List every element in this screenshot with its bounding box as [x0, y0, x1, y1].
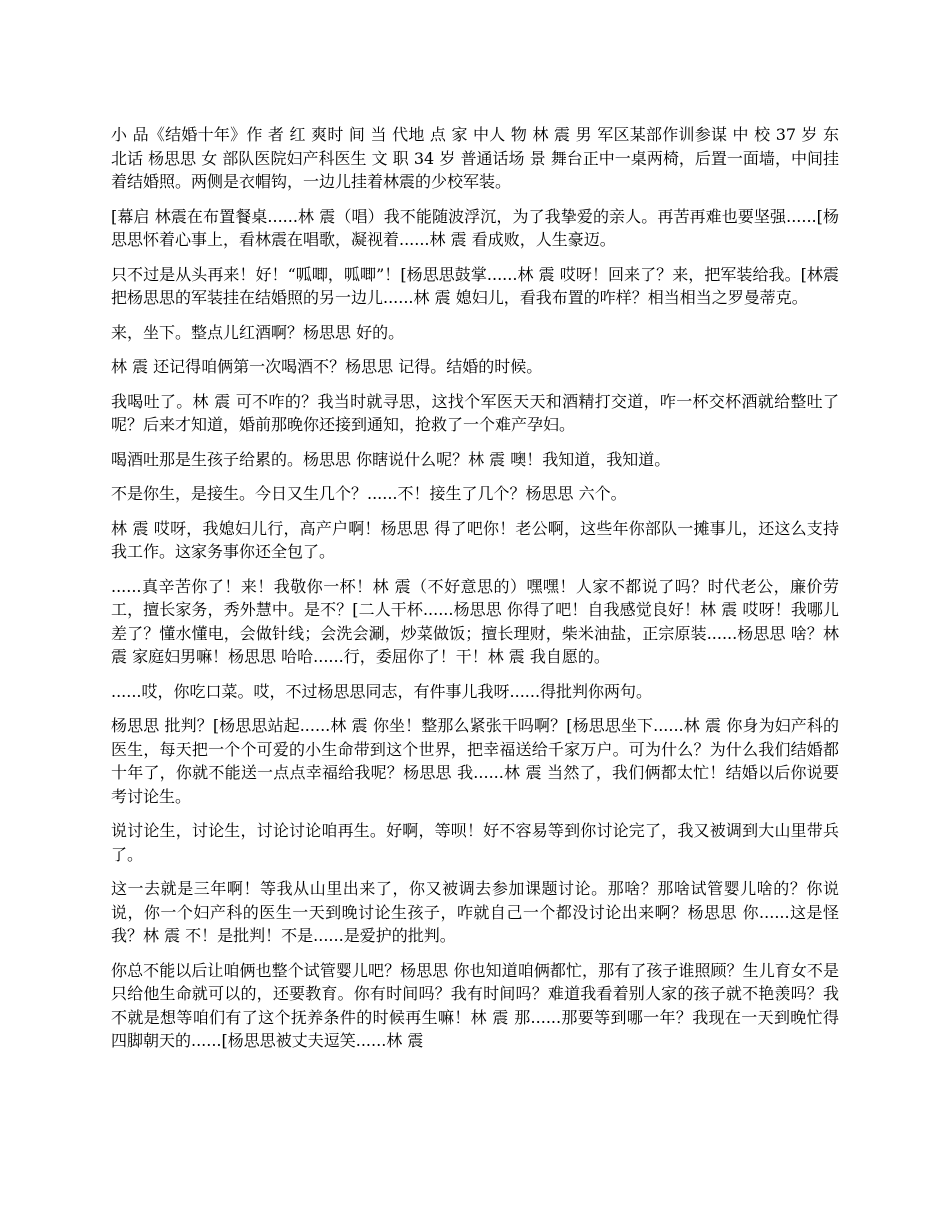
paragraph: 只不过是从头再来！好！“呱唧，呱唧”！[杨思思鼓掌......林 震 哎呀！回来了？来，把军装给我。[林震把杨思思的军装挂在结婚照的另一边儿......林 震 媳妇儿，看我布置的咋样？相当相当之罗曼蒂克。 — [111, 264, 839, 307]
paragraph: 小 品《结婚十年》作 者 红 爽时 间 当 代地 点 家 中人 物 林 震 男 军区某部作训参谋 中 校 37 岁 东北话 杨思思 女 部队医院妇产科医生 文 职 34 岁 普通话场 景 舞台正中一桌两椅，后置一面墙，中间挂着结婚照。两侧是衣帽钩，一边儿挂着林震的少校军装。 — [111, 125, 839, 191]
paragraph: 杨思思 批判？[杨思思站起......林 震 你坐！整那么紧张干吗啊？[杨思思坐下......林 震 你身为妇产科的医生，每天把一个个可爱的小生命带到这个世界，把幸福送给千家万户。可为什么？为什么我们结婚都十年了，你就不能送一点点幸福给我呢？杨思思 我......林 震 当然了，我们俩都太忙！结婚以后你说要考讨论生。 — [111, 716, 839, 806]
paragraph: 这一去就是三年啊！等我从山里出来了，你又被调去参加课题讨论。那啥？那啥试管婴儿啥的？你说说，你一个妇产科的医生一天到晚讨论生孩子，咋就自己一个都没讨论出来啊？杨思思 你......这是怪我？林 震 不！是批判！不是......是爱护的批判。 — [111, 879, 839, 945]
document-page — [111, 123, 839, 1064]
paragraph: 喝酒吐那是生孩子给累的。杨思思 你瞎说什么呢？林 震 噢！我知道，我知道。 — [111, 449, 671, 469]
paragraph: 我喝吐了。林 震 可不咋的？我当时就寻思，这找个军医天天和酒精打交道，咋一杯交杯酒就给整吐了呢？后来才知道，婚前那晚你还接到通知，抢救了一个难产孕妇。 — [111, 391, 839, 434]
paragraph: [幕启 林震在布置餐桌......林 震（唱）我不能随波浮沉，为了我挚爱的亲人。再苦再难也要坚强......[杨思思怀着心事上，看林震在唱歌，凝视着......林 震 看成败，人生豪迈。 — [111, 206, 839, 249]
paragraph: 说讨论生，讨论生，讨论讨论咱再生。好啊，等呗！好不容易等到你讨论完了，我又被调到大山里带兵了。 — [111, 821, 839, 864]
paragraph: 林 震 哎呀，我媳妇儿行，高产户啊！杨思思 得了吧你！老公啊，这些年你部队一摊事儿，还这么支持我工作。这家务事你还全包了。 — [111, 518, 839, 561]
paragraph: 来，坐下。整点儿红酒啊？杨思思 好的。 — [111, 322, 405, 342]
paragraph: 你总不能以后让咱俩也整个试管婴儿吧？杨思思 你也知道咱俩都忙，那有了孩子谁照顾？生儿育女不是只给他生命就可以的，还要教育。你有时间吗？我有时间吗？难道我看着别人家的孩子就不艳羡吗？我不就是想等咱们有了这个抚养条件的时候再生嘛！林 震 那......那要等到哪一年？我现在一天到晚忙得四脚朝天的......[杨思思被丈夫逗笑......林 震 — [111, 960, 839, 1050]
paragraph: ......哎，你吃口菜。哎，不过杨思思同志，有件事儿我呀......得批判你两句。 — [111, 681, 653, 701]
paragraph: 不是你生，是接生。今日又生几个？......不！接生了几个？杨思思 六个。 — [111, 484, 627, 503]
paragraph: 林 震 还记得咱俩第一次喝酒不？杨思思 记得。结婚的时候。 — [111, 357, 543, 376]
paragraph: ......真辛苦你了！来！我敬你一杯！林 震（不好意思的）嘿嘿！人家不都说了吗？时代老公，廉价劳工，擅长家务，秀外慧中。是不？[二人干杯......杨思思 你得了吧！自我感觉良好！林 震 哎呀！我哪儿差了？懂水懂电，会做针线；会洗会涮，炒菜做饭；擅长理财，柴米油盐，正宗原装......杨思思 啥？林 震 家庭妇男嘛！杨思思 哈哈......行，委屈你了！干！林 震 我自愿的。 — [111, 576, 839, 666]
